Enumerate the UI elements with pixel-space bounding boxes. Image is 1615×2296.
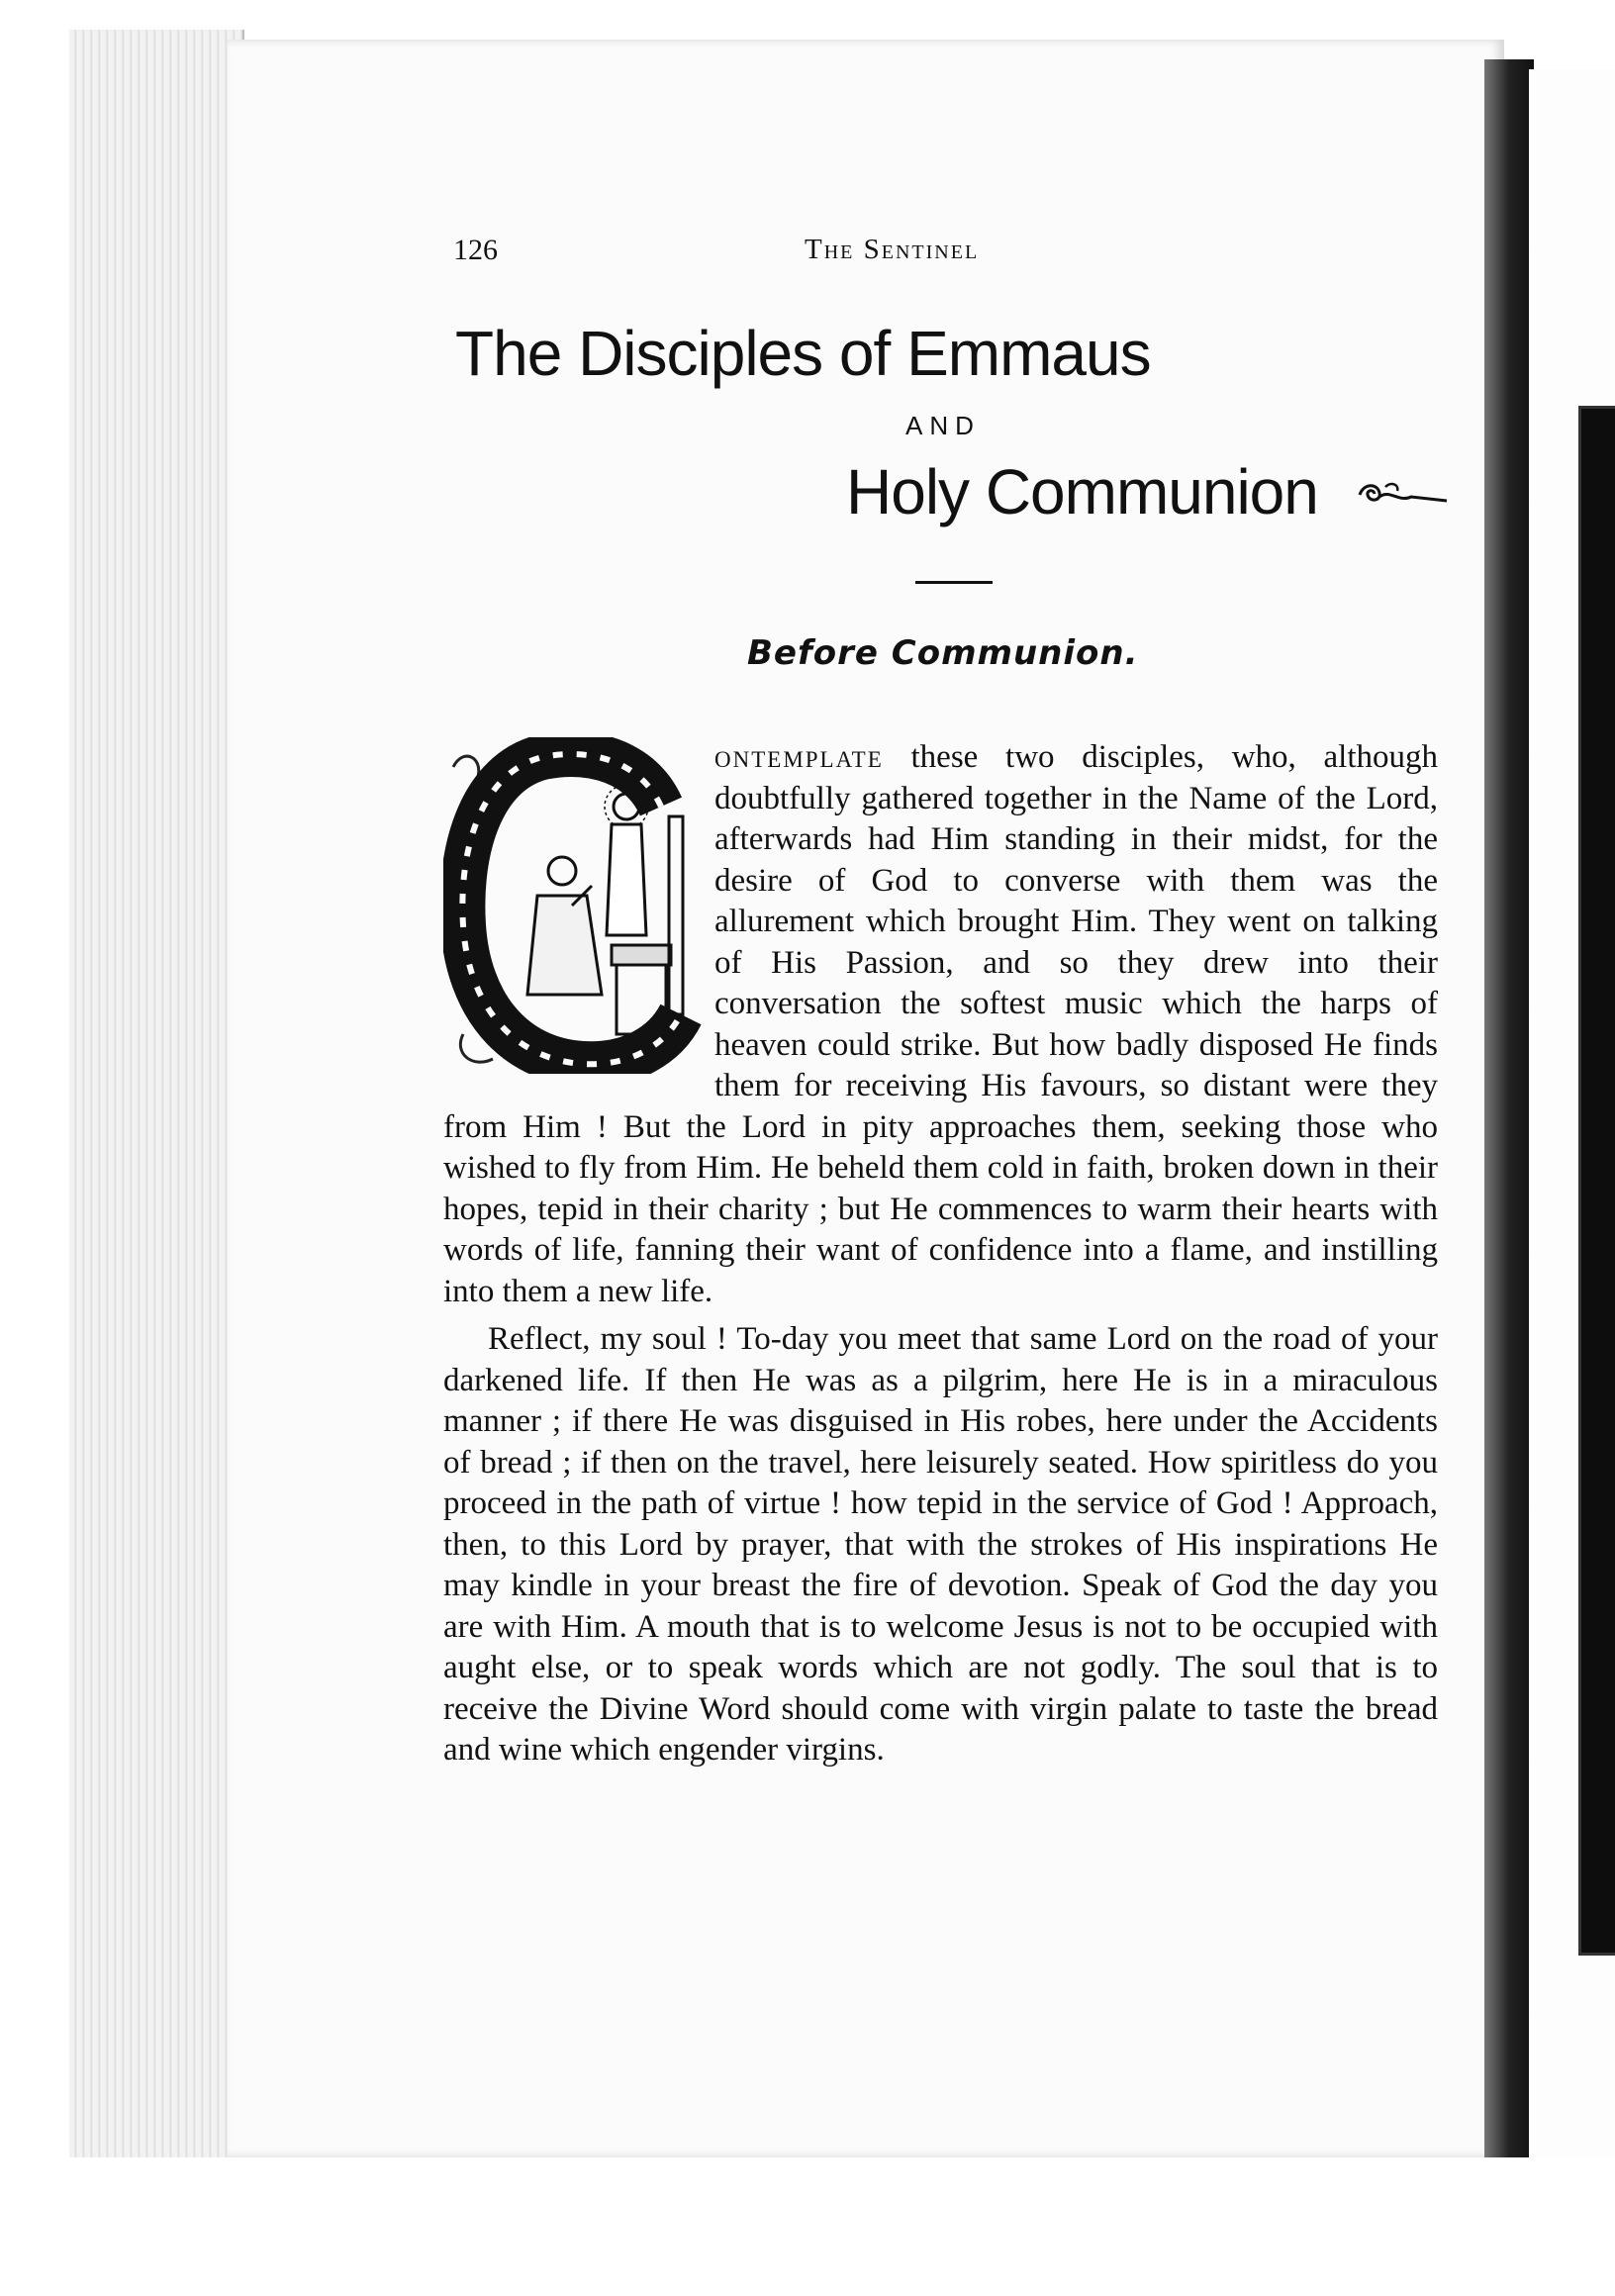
- article-title-line-2: Holy Communion: [846, 456, 1318, 527]
- section-heading: Before Communion.: [747, 633, 1139, 673]
- paragraph-2: Reflect, my soul ! To-day you meet that same Lord on the road of your darkened life. If then He was as a pilgrim, here He is in a miraculous manner ; if there He was disguised in His robes, here under the Accidents of bread ; if then on the travel, here leisurely seated. How spiritless do you proceed in the path of virtue ! how tepid in the service of God ! Approach, then, to this Lord by prayer, that with the strokes of His inspirations He may kindle in your breast the fire of devotion. Speak of God the day you are with Him. A mouth that is to welcome Jesus is not to be occupied with aught else, or to speak words which are not godly. The soul that is to receive the Divine Word should come with virgin palate to taste the bread and wine which engender virgins.: [443, 1321, 1438, 1768]
- facing-page-photo: [1578, 406, 1615, 1956]
- title-divider-rule: [915, 581, 993, 584]
- article-body: [443, 737, 1438, 1771]
- article-title-line-1: The Disciples of Emmaus: [455, 318, 1151, 389]
- journal-name: The Sentinel: [805, 234, 980, 265]
- book-gutter: [1484, 59, 1534, 2157]
- illuminated-drop-cap-c-icon: [443, 737, 703, 1074]
- page-number: 126: [453, 234, 498, 266]
- paragraph-1-text: these two disciples, who, although doubtfully gathered together in the Name of the Lord, afterwards had Him standing in their midst, for the desire of God to converse with them was the allurement which brought Him. They went on talking of His Passion, and so they drew into their conversation the softest music which the harps of heaven could strike. But how badly disposed He finds them for receiving His favours, so distant were they from Him ! But the Lord in pity approaches them, seeking those who wished to fly from Him. He beheld them cold in faith, broken down in their hopes, tepid in their charity ; but He commences to warm their hearts with words of life, fanning their want of confidence into a flame, and instilling into them a new life.: [443, 739, 1438, 1309]
- article-title-conjunction: AND: [905, 411, 981, 440]
- running-header: [453, 234, 1265, 273]
- drop-cap-lead-in: ontemplate: [714, 739, 884, 775]
- book-page-edges: [69, 30, 244, 2157]
- flourish-ornament-icon: [1356, 475, 1450, 511]
